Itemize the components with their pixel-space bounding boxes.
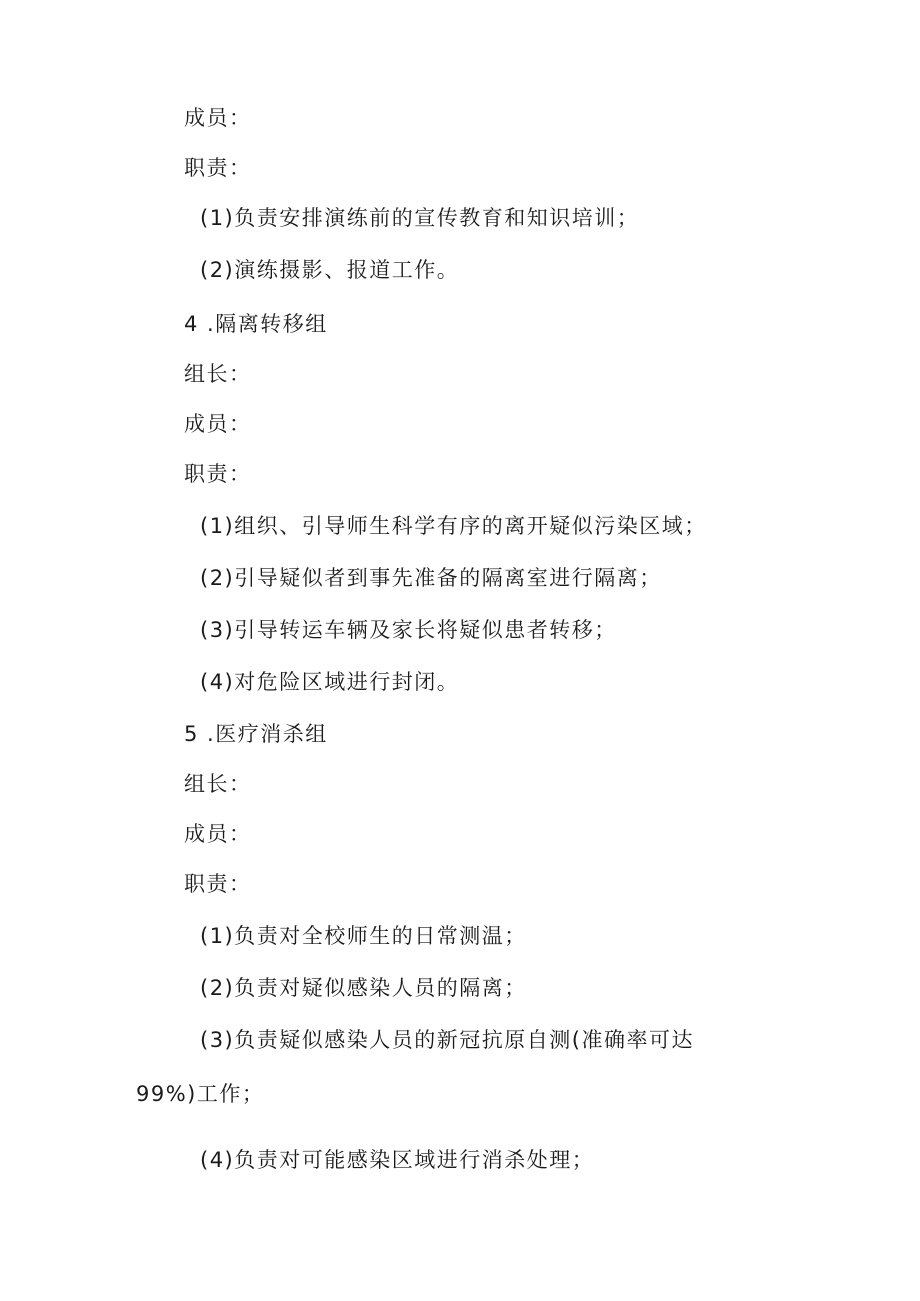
duty-item: (4)负责对可能感染区域进行消杀处理； [200, 1148, 595, 1172]
duties-label: 职责： [184, 156, 252, 180]
section-heading: 4 .隔离转移组 [184, 312, 328, 336]
duty-item: (2)负责对疑似感染人员的隔离； [200, 976, 527, 1000]
duty-item: (4)对危险区域进行封闭。 [200, 670, 460, 694]
members-label: 成员： [184, 822, 252, 846]
duty-item: (3)负责疑似感染人员的新冠抗原自测(准确率可达 [200, 1028, 694, 1052]
duty-item: (1)负责安排演练前的宣传教育和知识培训； [200, 206, 640, 230]
duty-item: (2)引导疑似者到事先准备的隔离室进行隔离； [200, 566, 662, 590]
members-label: 成员： [184, 412, 252, 436]
duty-item: (1)组织、引导师生科学有序的离开疑似污染区域； [200, 514, 707, 538]
duty-item: (3)引导转运车辆及家长将疑似患者转移； [200, 618, 617, 642]
members-label: 成员： [184, 106, 252, 130]
leader-label: 组长： [184, 772, 252, 796]
duties-label: 职责： [184, 462, 252, 486]
duties-label: 职责： [184, 872, 252, 896]
duty-item: (1)负责对全校师生的日常测温； [200, 924, 527, 948]
duty-item-continuation: 99%)工作； [136, 1082, 265, 1106]
leader-label: 组长： [184, 362, 252, 386]
section-heading: 5 .医疗消杀组 [184, 722, 328, 746]
duty-item: (2)演练摄影、报道工作。 [200, 258, 460, 282]
